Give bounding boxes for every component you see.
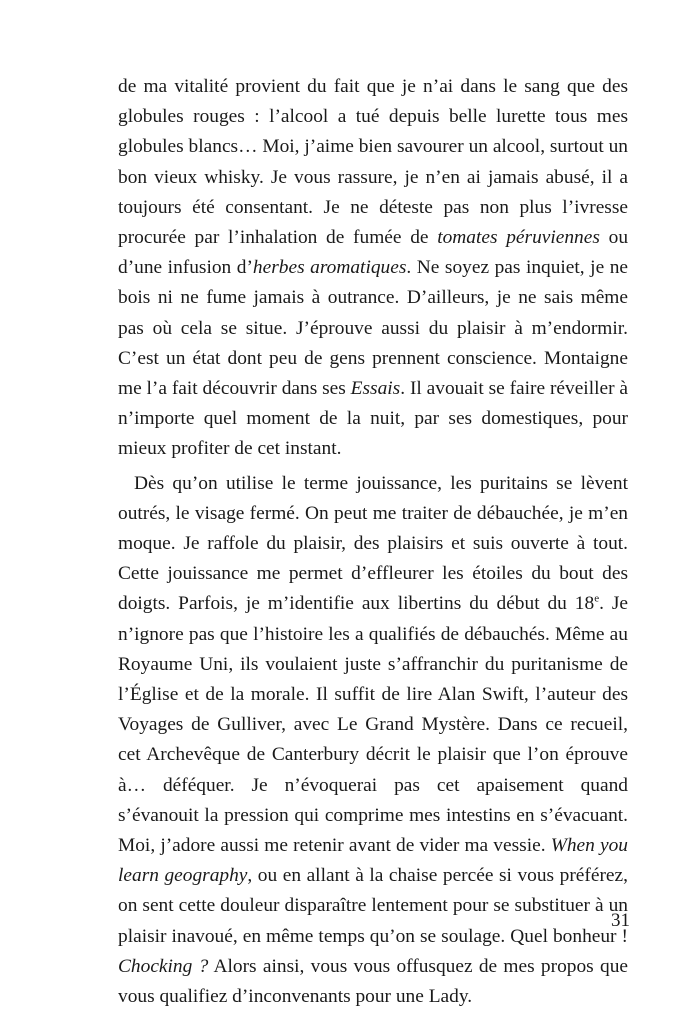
paragraph-2-text-2: . Je n’ignore pas que l’histoire les a qualifiés de débauchés. Même au Royaume Uni, ils voulaient juste s’affranchir du puritanisme de l’Église et de la morale. Il suffit de lire Alan Swift, l’auteur des Voyages de Gulliver, avec Le Grand Mystère. Dans ce recueil, cet Archevêque de Canterbury décrit le plaisir que l’on éprouve à… déféquer. Je n’évoquerai pas cet apaisement quand s’évanouit la pression qui comprime mes intestins en s’évacuant. Moi, j’adore aussi me retenir avant de vider ma vessie. <box>118 593 628 857</box>
paragraph-2 <box>118 469 628 1012</box>
paragraph-1-italic-3: Essais <box>350 378 401 400</box>
paragraph-2-text-1: Dès qu’on utilise le terme jouissance, les puritains se lèvent outrés, le visage fermé. On peut me traiter de débauchée, je m’en moque. Je raffole du plaisir, des plaisirs et suis ouverte à tout. Cette jouissance me permet d’effleurer les étoiles du bout des doigts. Parfois, je m’identifie aux libertins du début du 18 <box>118 472 628 615</box>
paragraph-1 <box>118 72 628 465</box>
paragraph-2-italic-1: When you learn geography <box>118 835 628 887</box>
paragraph-1-text-2: ou d’une infusion d’ <box>118 227 629 279</box>
paragraph-1-italic-1: tomates péruviennes <box>437 227 600 249</box>
paragraph-1-italic-2: herbes aromatiques <box>252 257 407 279</box>
paragraph-2-text-3: , ou en allant à la chaise percée si vous préférez, on sent cette douleur disparaître lentement pour se substituer à un plaisir inavoué, en même temps qu’on se soulage. Quel bonheur ! <box>118 865 628 947</box>
paragraph-2-italic-2: Chocking ? <box>118 955 209 977</box>
paragraph-2-superscript: e <box>594 592 600 605</box>
paragraph-1-text-4: . Il avouait se faire réveiller à n’importe quel moment de la nuit, par ses domestiques, pour mieux profiter de cet instant. <box>118 378 628 460</box>
paragraph-1-text-3: . Ne soyez pas inquiet, je ne bois ni ne fume jamais à outrance. D’ailleurs, je ne sais même pas où cela se situe. J’éprouve aussi du plaisir à m’endormir. C’est un état dont peu de gens prennent conscience. Montaigne me l’a fait découvrir dans ses <box>118 257 629 400</box>
book-page-text <box>118 72 628 1012</box>
paragraph-1-text-1: de ma vitalité provient du fait que je n’ai dans le sang que des globules rouges : l’alcool a tué depuis belle lurette tous mes globules blancs… Moi, j’aime bien savourer un alcool, surtout un bon vieux whisky. Je vous rassure, je n’en ai jamais abusé, il a toujours été consentant. Je ne déteste pas non plus l’ivresse procurée par l’inhalation de fumée de <box>118 76 628 249</box>
page-number: 31 <box>611 910 630 931</box>
paragraph-2-text-4: Alors ainsi, vous vous offusquez de mes propos que vous qualifiez d’inconvenants pour une Lady. <box>118 955 628 1008</box>
